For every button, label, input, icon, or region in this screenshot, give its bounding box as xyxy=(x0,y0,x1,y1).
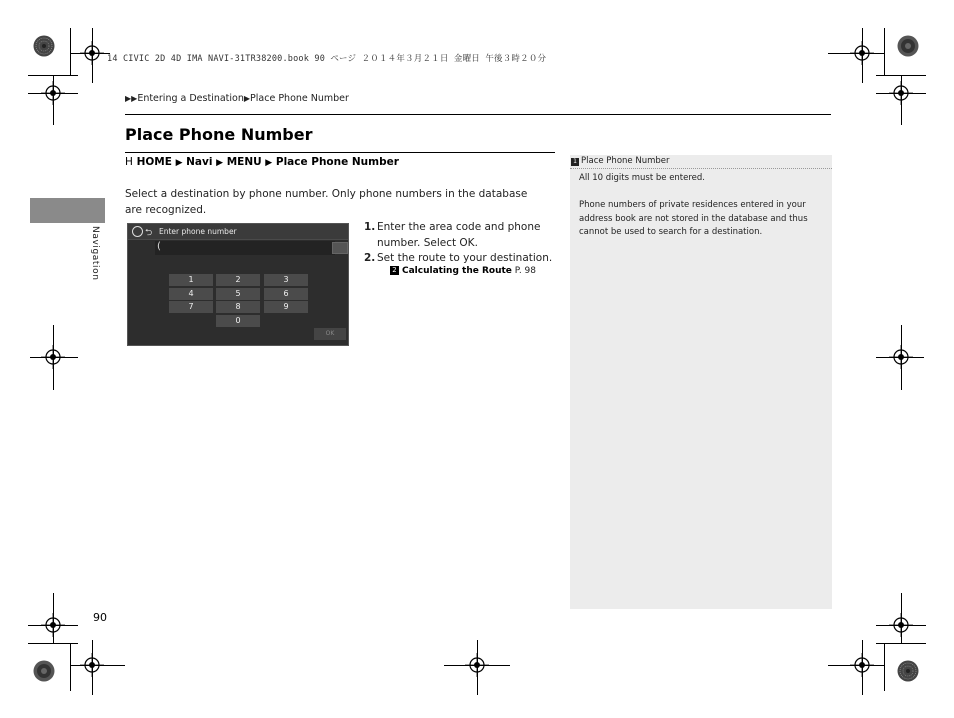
registration-mark-icon xyxy=(889,345,913,369)
print-header: 14 CIVIC 2D 4D IMA NAVI-31TR38200.book 90 ページ ２０１４年３月２１日 金曜日 午後３時２０分 xyxy=(107,54,547,64)
reference-title[interactable]: Calculating the Route xyxy=(402,266,512,276)
intro-paragraph: Select a destination by phone number. Only phone numbers in the database are recognized. xyxy=(125,188,528,216)
registration-mark-icon xyxy=(889,613,913,637)
header-divider xyxy=(125,114,831,115)
screen-title: Enter phone number xyxy=(159,227,237,236)
color-rosette-icon xyxy=(897,35,919,57)
reference-page: P. 98 xyxy=(514,266,536,276)
chapter-tab-label: Navigation xyxy=(90,226,100,281)
breadcrumb-separator-icon: ▶ xyxy=(243,94,251,103)
title-divider xyxy=(125,152,555,153)
key-0: 0 xyxy=(216,315,260,327)
registration-mark-icon xyxy=(889,81,913,105)
registration-mark-icon xyxy=(41,81,65,105)
registration-mark-icon xyxy=(80,653,104,677)
phone-number-cursor: ( xyxy=(157,241,161,252)
menu-path-navi: Navi xyxy=(186,156,213,168)
note-panel xyxy=(570,155,832,609)
back-icon: ⮌ xyxy=(145,228,153,238)
breadcrumb-link-entering-destination[interactable]: Entering a Destination xyxy=(137,93,244,104)
color-rosette-icon xyxy=(33,35,55,57)
breadcrumb xyxy=(125,93,349,104)
registration-mark-icon xyxy=(41,613,65,637)
step-number: 2. xyxy=(364,252,376,264)
menu-path-place-phone: Place Phone Number xyxy=(275,156,399,168)
color-rosette-icon xyxy=(897,660,919,682)
note-paragraph: Phone numbers of private residences entered in your address book are not stored in the database and thus cannot be used to search for a destination. xyxy=(579,200,808,237)
key-1: 1 xyxy=(169,274,213,286)
note-header xyxy=(570,155,832,169)
registration-mark-icon xyxy=(465,653,489,677)
steps-list xyxy=(364,220,554,267)
key-7: 7 xyxy=(169,301,213,313)
ok-label: OK xyxy=(459,236,475,249)
menu-path-home: HOME xyxy=(136,156,172,168)
key-2: 2 xyxy=(216,274,260,286)
registration-mark-icon xyxy=(850,41,874,65)
step-text: Enter the area code and phone number. Select xyxy=(377,221,541,249)
voice-icon xyxy=(132,226,143,237)
reference-arrow-icon: 2 xyxy=(390,266,399,275)
registration-mark-icon xyxy=(80,41,104,65)
color-rosette-icon xyxy=(33,660,55,682)
key-8: 8 xyxy=(216,301,260,313)
step-1 xyxy=(364,220,554,251)
menu-path-separator-icon: ▶ xyxy=(175,158,183,168)
key-5: 5 xyxy=(216,288,260,300)
menu-path xyxy=(125,156,399,168)
step-text: Set the route to your destination. xyxy=(377,252,553,264)
menu-path-separator-icon: ▶ xyxy=(216,158,224,168)
cross-reference[interactable] xyxy=(390,266,536,276)
screen-title-bar xyxy=(128,224,348,240)
key-6: 6 xyxy=(264,288,308,300)
page-title: Place Phone Number xyxy=(125,125,313,144)
phone-entry-screen xyxy=(127,223,349,346)
note-paragraph: All 10 digits must be entered. xyxy=(579,173,706,183)
home-icon: H xyxy=(125,156,133,168)
breadcrumb-current: Place Phone Number xyxy=(250,93,349,104)
step-text-end: . xyxy=(474,236,478,249)
breadcrumb-arrows-icon: ▶▶ xyxy=(125,94,138,103)
note-icon: 1 xyxy=(571,158,579,166)
key-4: 4 xyxy=(169,288,213,300)
note-heading: Place Phone Number xyxy=(581,156,670,166)
step-2 xyxy=(364,251,554,267)
page-number: 90 xyxy=(93,611,107,624)
registration-mark-icon xyxy=(41,345,65,369)
key-9: 9 xyxy=(264,301,308,313)
phone-number-field xyxy=(155,241,335,255)
chapter-tab xyxy=(30,198,105,223)
menu-path-menu: MENU xyxy=(226,156,262,168)
registration-mark-icon xyxy=(850,653,874,677)
step-number: 1. xyxy=(364,221,376,233)
screen-ok-key: OK xyxy=(314,328,346,340)
key-3: 3 xyxy=(264,274,308,286)
delete-key xyxy=(332,242,348,254)
menu-path-separator-icon: ▶ xyxy=(265,158,273,168)
